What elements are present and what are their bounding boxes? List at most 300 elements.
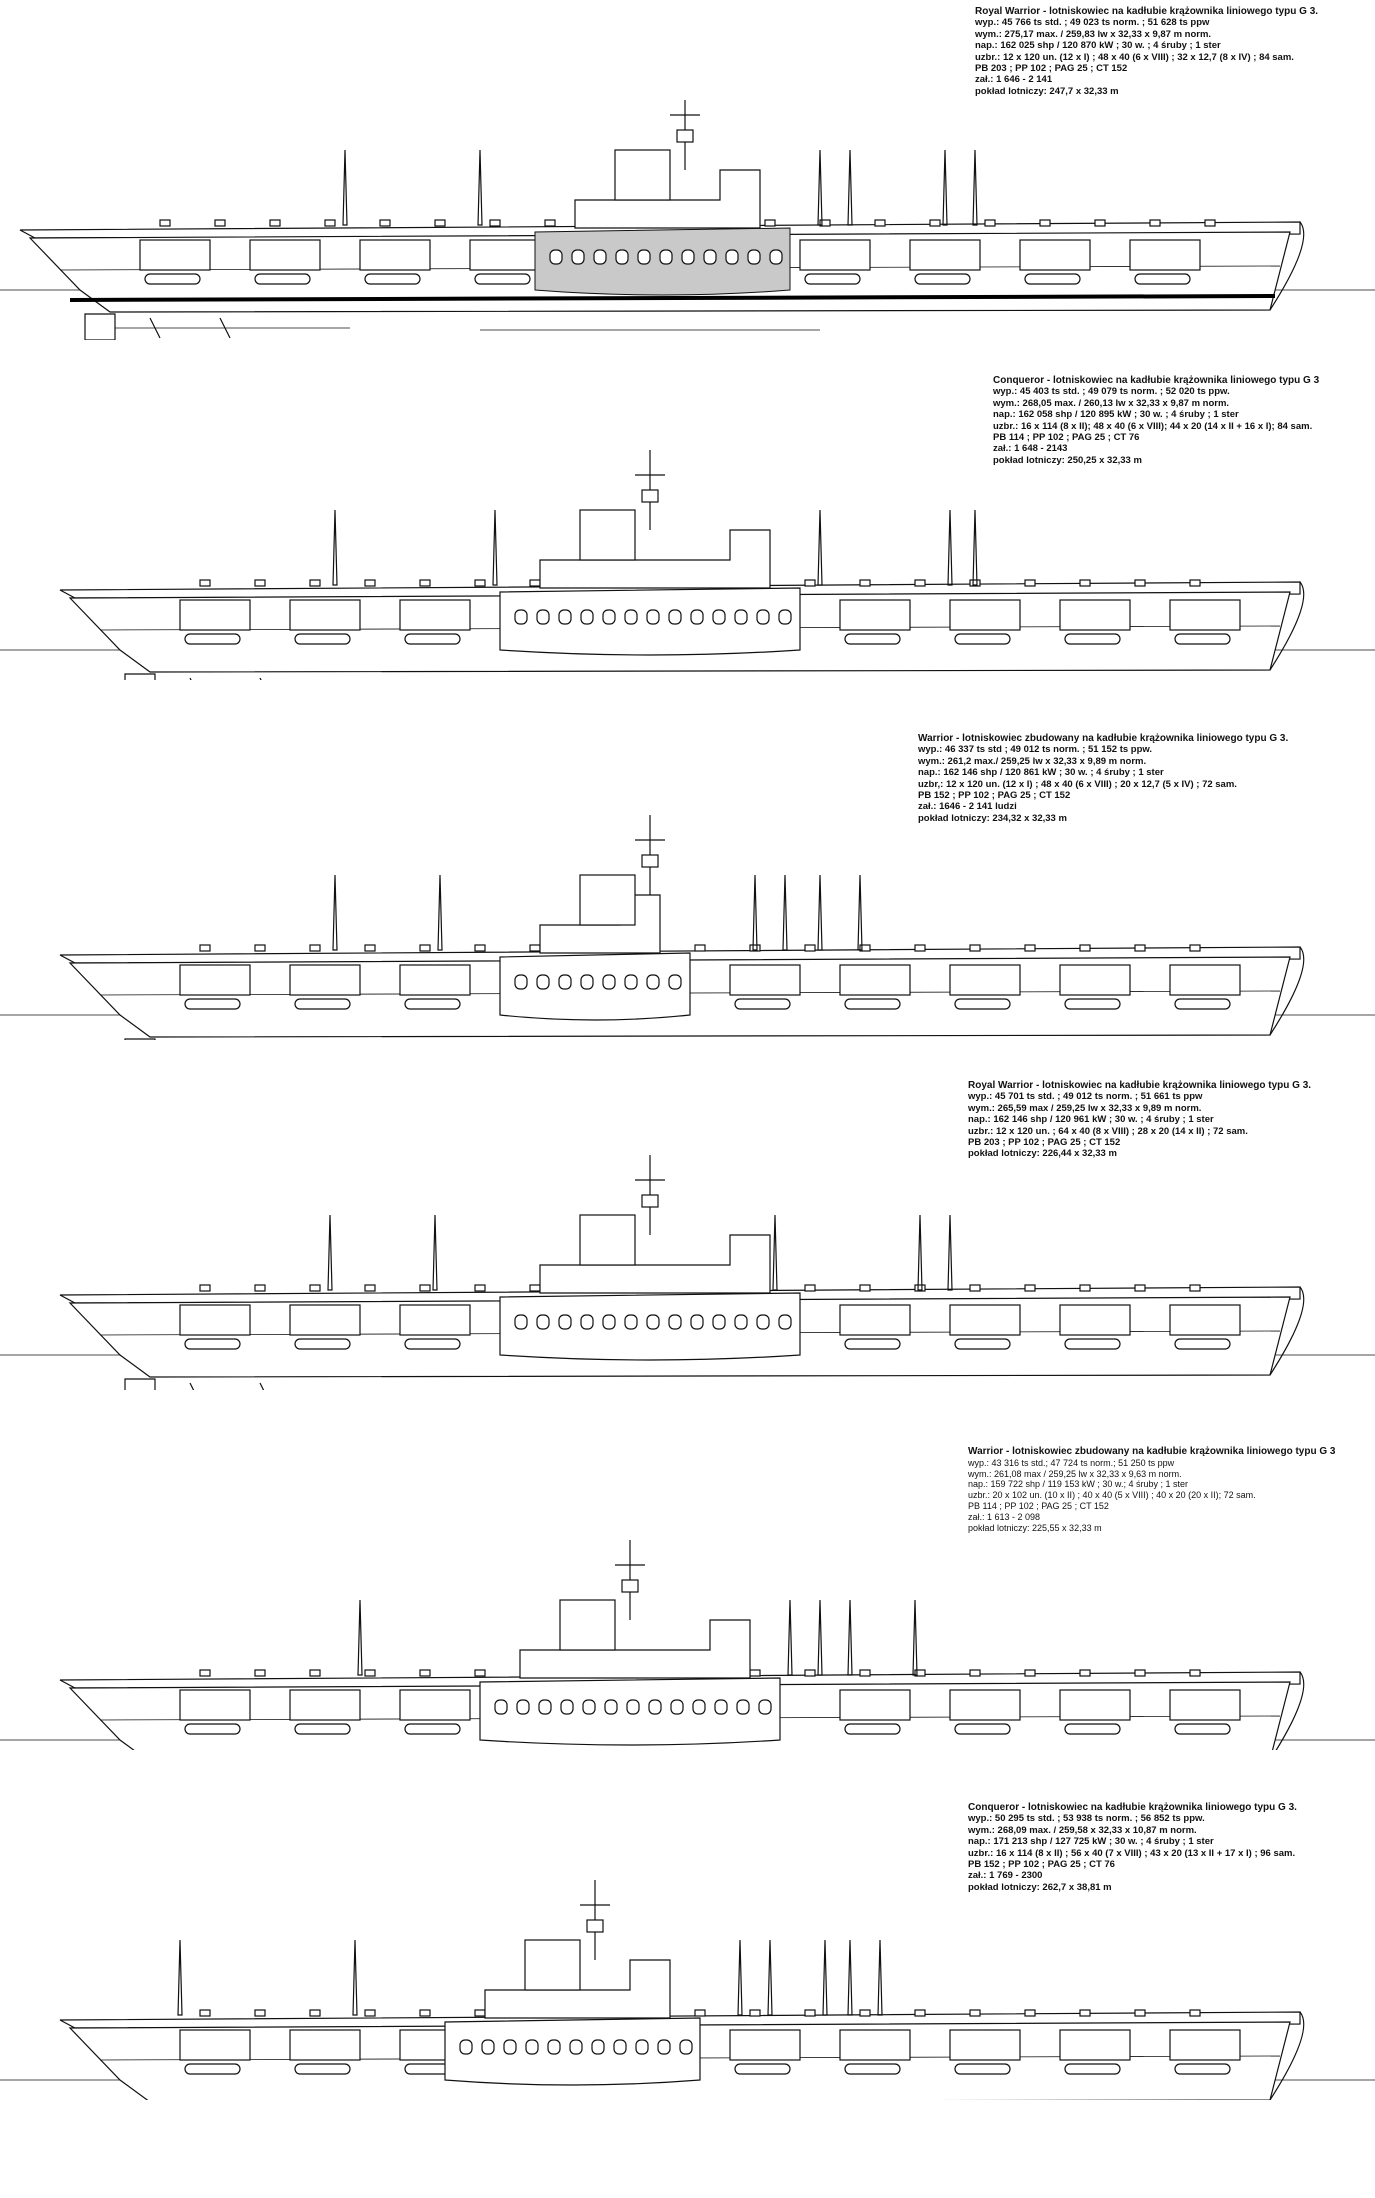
porthole xyxy=(561,1700,573,1714)
spec-line: uzbr.: 20 x 102 un. (10 x II) ; 40 x 40 (5 x VIII) ; 40 x 20 (20 x II); 72 sam. xyxy=(968,1490,1256,1501)
sponson xyxy=(950,965,1020,995)
sponson xyxy=(1170,965,1240,995)
radio-mast xyxy=(768,1940,772,2015)
porthole xyxy=(495,1700,507,1714)
gun-mount xyxy=(160,220,170,226)
porthole xyxy=(537,975,549,989)
porthole xyxy=(625,1315,637,1329)
spec-line: pokład lotniczy: 226,44 x 32,33 m xyxy=(968,1148,1117,1160)
boat xyxy=(1175,634,1230,644)
gun-mount xyxy=(695,2010,705,2016)
boat xyxy=(1065,999,1120,1009)
porthole xyxy=(515,610,527,624)
radio-mast xyxy=(848,1600,852,1675)
radio-mast xyxy=(948,1215,952,1290)
boat xyxy=(1065,1339,1120,1349)
porthole xyxy=(594,250,606,264)
spec-line: wyp.: 45 403 ts std. ; 49 079 ts norm. ; 52 020 ts ppw. xyxy=(993,386,1230,398)
spec-title: Royal Warrior - lotniskowiec na kadłubie krążownika liniowego typu G 3. xyxy=(975,6,1319,17)
funnel xyxy=(615,150,670,200)
porthole xyxy=(603,975,615,989)
boat xyxy=(185,1339,240,1349)
spec-line: zał.: 1 648 - 2143 xyxy=(993,443,1068,455)
porthole xyxy=(550,250,562,264)
gun-mount xyxy=(1150,220,1160,226)
gun-mount xyxy=(970,945,980,951)
director xyxy=(642,1195,658,1207)
gun-mount xyxy=(695,945,705,951)
porthole xyxy=(649,1700,661,1714)
sponson xyxy=(290,965,360,995)
gun-mount xyxy=(860,1670,870,1676)
gun-mount xyxy=(200,1670,210,1676)
radio-mast xyxy=(328,1215,332,1290)
sponson xyxy=(800,240,870,270)
porthole xyxy=(603,610,615,624)
porthole xyxy=(693,1700,705,1714)
boat xyxy=(845,2064,900,2074)
ship-profile-svg xyxy=(0,440,1375,680)
sponson xyxy=(290,1690,360,1720)
boat xyxy=(475,274,530,284)
director xyxy=(642,490,658,502)
porthole xyxy=(616,250,628,264)
ship-profile-svg xyxy=(0,100,1375,340)
gun-mount xyxy=(1190,1670,1200,1676)
porthole xyxy=(748,250,760,264)
boat xyxy=(185,1724,240,1734)
radio-mast xyxy=(343,150,347,225)
gun-mount xyxy=(365,1670,375,1676)
boat xyxy=(955,1724,1010,1734)
gun-mount xyxy=(420,2010,430,2016)
gun-mount xyxy=(1205,220,1215,226)
spec-line: pokład lotniczy: 225,55 x 32,33 m xyxy=(968,1522,1102,1533)
sponson xyxy=(840,1305,910,1335)
porthole xyxy=(614,2040,626,2054)
radio-mast xyxy=(848,150,852,225)
gun-mount xyxy=(380,220,390,226)
spec-line: PB 152 ; PP 102 ; PAG 25 ; CT 152 xyxy=(918,790,1071,802)
gun-mount xyxy=(1190,945,1200,951)
porthole xyxy=(592,2040,604,2054)
spec-line: wyp.: 50 295 ts std. ; 53 938 ts norm. ; 56 852 ts ppw. xyxy=(968,1813,1205,1825)
porthole xyxy=(779,610,791,624)
sponson xyxy=(1060,600,1130,630)
gun-mount xyxy=(255,945,265,951)
boat xyxy=(735,2064,790,2074)
rudder xyxy=(125,1379,155,1390)
gun-mount xyxy=(970,1285,980,1291)
island-lower xyxy=(500,953,690,1020)
sponson xyxy=(400,1305,470,1335)
boat xyxy=(255,274,310,284)
gun-mount xyxy=(915,580,925,586)
gun-mount xyxy=(805,1285,815,1291)
gun-mount xyxy=(310,1670,320,1676)
gun-mount xyxy=(1025,580,1035,586)
propellers xyxy=(190,1383,270,1390)
spec-line: zał.: 1 613 - 2 098 xyxy=(968,1511,1041,1522)
spec-line: wym.: 268,09 max. / 259,58 x 32,33 x 10,87 m norm. xyxy=(968,1824,1197,1836)
sponson xyxy=(1170,600,1240,630)
gun-mount xyxy=(805,580,815,586)
gun-mount xyxy=(805,2010,815,2016)
sponson xyxy=(400,1690,470,1720)
spec-line: uzbr.: 16 x 114 (8 x II); 48 x 40 (6 x VIII); 44 x 20 (14 x II + 16 x I); 84 sam. xyxy=(993,420,1313,432)
gun-mount xyxy=(1080,1670,1090,1676)
spec-title: Conqueror - lotniskowiec na kadłubie krążownika liniowego typu G 3. xyxy=(968,1802,1297,1813)
spec-line: wym.: 261,08 max / 259,25 lw x 32,33 x 9,63 m norm. xyxy=(968,1468,1182,1479)
radio-mast xyxy=(493,510,497,585)
sponson xyxy=(180,1305,250,1335)
boat xyxy=(295,999,350,1009)
sponson xyxy=(1170,1305,1240,1335)
porthole xyxy=(548,2040,560,2054)
radio-mast xyxy=(818,1600,822,1675)
sponson xyxy=(140,240,210,270)
sponson xyxy=(360,240,430,270)
gun-mount xyxy=(435,220,445,226)
radio-mast xyxy=(848,1940,852,2015)
funnel xyxy=(580,510,635,560)
porthole xyxy=(726,250,738,264)
porthole xyxy=(559,975,571,989)
gun-mount xyxy=(200,945,210,951)
boat xyxy=(1175,1339,1230,1349)
spec-line: nap.: 159 722 shp / 119 153 kW ; 30 w.; 4 śruby ; 1 ster xyxy=(968,1479,1188,1490)
porthole xyxy=(482,2040,494,2054)
sponson xyxy=(730,965,800,995)
porthole xyxy=(757,610,769,624)
spec-line: uzbr,: 12 x 120 un. (12 x I) ; 48 x 40 (6 x VIII) ; 20 x 12,7 (5 x IV) ; 72 sam. xyxy=(918,778,1237,790)
radio-mast xyxy=(943,150,947,225)
porthole xyxy=(636,2040,648,2054)
spec-line: uzbr.: 12 x 120 un. ; 64 x 40 (8 x VIII) ; 28 x 20 (14 x II) ; 72 sam. xyxy=(968,1125,1248,1137)
gun-mount xyxy=(985,220,995,226)
gun-mount xyxy=(1135,1670,1145,1676)
boat xyxy=(955,999,1010,1009)
radio-mast xyxy=(973,510,977,585)
ship-profile-svg xyxy=(0,1510,1375,1750)
gun-mount xyxy=(475,2010,485,2016)
porthole xyxy=(581,975,593,989)
gun-mount xyxy=(1135,1285,1145,1291)
porthole xyxy=(735,1315,747,1329)
porthole xyxy=(581,1315,593,1329)
spec-line: uzbr.: 12 x 120 un. (12 x I) ; 48 x 40 (6 x VIII) ; 32 x 12,7 (8 x IV) ; 84 sam. xyxy=(975,51,1294,63)
gun-mount xyxy=(365,1285,375,1291)
radio-mast xyxy=(818,510,822,585)
spec-block-4 xyxy=(968,1080,1311,1160)
gun-mount xyxy=(860,2010,870,2016)
boat xyxy=(1065,1724,1120,1734)
sponson xyxy=(1060,965,1130,995)
spec-line: wym.: 261,2 max./ 259,25 lw x 32,33 x 9,89 m norm. xyxy=(918,755,1147,767)
porthole xyxy=(691,610,703,624)
gun-mount xyxy=(1190,580,1200,586)
ship-profile-svg xyxy=(0,800,1375,1040)
gun-mount xyxy=(1135,2010,1145,2016)
spec-title: Conqueror - lotniskowiec na kadłubie krążownika liniowego typu G 3 xyxy=(993,375,1320,386)
boat xyxy=(145,274,200,284)
sponson xyxy=(180,2030,250,2060)
gun-mount xyxy=(1080,580,1090,586)
porthole xyxy=(669,1315,681,1329)
gun-mount xyxy=(805,1670,815,1676)
radio-mast xyxy=(353,1940,357,2015)
sponson xyxy=(290,1305,360,1335)
gun-mount xyxy=(420,580,430,586)
porthole xyxy=(704,250,716,264)
spec-title: Royal Warrior - lotniskowiec na kadłubie krążownika liniowego typu G 3. xyxy=(968,1080,1312,1091)
boat xyxy=(295,1339,350,1349)
spec-line: pokład lotniczy: 262,7 x 38,81 m xyxy=(968,1881,1112,1893)
boat xyxy=(295,1724,350,1734)
spec-line: PB 152 ; PP 102 ; PAG 25 ; CT 76 xyxy=(968,1859,1115,1871)
ship-profile-svg xyxy=(0,1150,1375,1390)
radio-mast xyxy=(783,875,787,950)
boat xyxy=(405,999,460,1009)
sponson xyxy=(840,965,910,995)
gun-mount xyxy=(1025,1670,1035,1676)
radio-mast xyxy=(858,875,862,950)
boat xyxy=(1175,1724,1230,1734)
ship-drawing-warrior-2 xyxy=(0,1510,1375,1750)
director xyxy=(677,130,693,142)
sponson xyxy=(1060,2030,1130,2060)
spec-line: wyp.: 43 316 ts std.; 47 724 ts norm.; 51 250 ts ppw xyxy=(968,1457,1175,1468)
boat xyxy=(1135,274,1190,284)
porthole xyxy=(669,610,681,624)
boat xyxy=(845,999,900,1009)
gun-mount xyxy=(475,945,485,951)
gun-mount xyxy=(200,580,210,586)
radio-mast xyxy=(178,1940,182,2015)
rudder xyxy=(125,674,155,680)
porthole xyxy=(713,1315,725,1329)
gun-mount xyxy=(420,945,430,951)
porthole xyxy=(570,2040,582,2054)
sponson xyxy=(950,1690,1020,1720)
porthole xyxy=(647,1315,659,1329)
radio-mast xyxy=(913,1600,917,1675)
gun-mount xyxy=(970,2010,980,2016)
porthole xyxy=(680,2040,692,2054)
porthole xyxy=(682,250,694,264)
sponson xyxy=(840,600,910,630)
boat xyxy=(295,2064,350,2074)
gun-mount xyxy=(1080,1285,1090,1291)
director xyxy=(587,1920,603,1932)
gun-mount xyxy=(765,220,775,226)
spec-line: nap.: 171 213 shp / 127 725 kW ; 30 w. ; 4 śruby ; 1 ster xyxy=(968,1836,1214,1848)
porthole xyxy=(603,1315,615,1329)
director xyxy=(622,1580,638,1592)
gun-mount xyxy=(365,580,375,586)
boat xyxy=(955,634,1010,644)
gun-mount xyxy=(1025,945,1035,951)
spec-line: wyp.: 45 766 ts std. ; 49 023 ts norm. ; 51 628 ts ppw xyxy=(975,17,1210,29)
radio-mast xyxy=(823,1940,827,2015)
island-bridge xyxy=(540,530,770,588)
gun-mount xyxy=(875,220,885,226)
propellers xyxy=(190,678,270,680)
radio-mast xyxy=(438,875,442,950)
sponson xyxy=(950,600,1020,630)
gun-mount xyxy=(530,1285,540,1291)
boat xyxy=(405,634,460,644)
spec-line: pokład lotniczy: 247,7 x 32,33 m xyxy=(975,85,1119,97)
ship-drawing-royal-warrior-1 xyxy=(0,100,1375,340)
sponson xyxy=(1060,1305,1130,1335)
porthole xyxy=(504,2040,516,2054)
spec-line: PB 203 ; PP 102 ; PAG 25 ; CT 152 xyxy=(975,63,1128,75)
gun-mount xyxy=(1135,580,1145,586)
spec-line: wym.: 268,05 max. / 260,13 lw x 32,33 x 9,87 m norm. xyxy=(993,397,1230,409)
porthole xyxy=(759,1700,771,1714)
boat xyxy=(1025,274,1080,284)
spec-line: zał.: 1646 - 2 141 ludzi xyxy=(918,801,1017,813)
ship-drawing-warrior-1 xyxy=(0,800,1375,1040)
sponson xyxy=(180,1690,250,1720)
funnel xyxy=(580,875,635,925)
porthole xyxy=(526,2040,538,2054)
gun-mount xyxy=(545,220,555,226)
sponson xyxy=(180,965,250,995)
ship-drawing-royal-warrior-2 xyxy=(0,1150,1375,1390)
gun-mount xyxy=(490,220,500,226)
sponson xyxy=(290,600,360,630)
boat xyxy=(295,634,350,644)
boat xyxy=(845,634,900,644)
gun-mount xyxy=(1025,2010,1035,2016)
radio-mast xyxy=(948,510,952,585)
boat xyxy=(1065,634,1120,644)
spec-line: PB 114 ; PP 102 ; PAG 25 ; CT 152 xyxy=(968,1500,1109,1511)
gun-mount xyxy=(270,220,280,226)
radio-mast xyxy=(973,150,977,225)
boat xyxy=(845,1339,900,1349)
radio-mast xyxy=(878,1940,882,2015)
boat xyxy=(365,274,420,284)
radio-mast xyxy=(333,510,337,585)
porthole xyxy=(647,975,659,989)
radio-mast xyxy=(738,1940,742,2015)
gun-mount xyxy=(1190,1285,1200,1291)
gun-mount xyxy=(255,2010,265,2016)
gun-mount xyxy=(860,580,870,586)
sponson xyxy=(840,1690,910,1720)
boat xyxy=(405,1339,460,1349)
gun-mount xyxy=(930,220,940,226)
gun-mount xyxy=(255,1285,265,1291)
boat xyxy=(1175,2064,1230,2074)
radio-mast xyxy=(818,875,822,950)
radio-mast xyxy=(753,875,757,950)
porthole xyxy=(572,250,584,264)
gun-mount xyxy=(970,1670,980,1676)
porthole xyxy=(581,610,593,624)
sponson xyxy=(1130,240,1200,270)
spec-line: nap.: 162 058 shp / 120 895 kW ; 30 w. ; 4 śruby ; 1 ster xyxy=(993,409,1239,421)
rudder xyxy=(125,1039,155,1040)
porthole xyxy=(671,1700,683,1714)
gun-mount xyxy=(860,1285,870,1291)
boat xyxy=(1175,999,1230,1009)
spec-line: wyp.: 46 337 ts std ; 49 012 ts norm. ; 51 152 ts ppw. xyxy=(918,744,1153,756)
radio-mast xyxy=(788,1600,792,1675)
gun-mount xyxy=(365,2010,375,2016)
spec-line: pokład lotniczy: 250,25 x 32,33 m xyxy=(993,454,1142,466)
gun-mount xyxy=(200,2010,210,2016)
porthole xyxy=(715,1700,727,1714)
rudder xyxy=(85,314,115,340)
spec-line: PB 114 ; PP 102 ; PAG 25 ; CT 76 xyxy=(993,432,1140,444)
radio-mast xyxy=(433,1215,437,1290)
spec-line: nap.: 162 025 shp / 120 870 kW ; 30 w. ; 4 śruby ; 1 ster xyxy=(975,40,1221,52)
sponson xyxy=(400,965,470,995)
sponson xyxy=(950,2030,1020,2060)
boat xyxy=(185,634,240,644)
gun-mount xyxy=(530,580,540,586)
radio-mast xyxy=(818,150,822,225)
ship-profile-svg xyxy=(0,1860,1375,2100)
spec-title: Warrior - lotniskowiec zbudowany na kadłubie krążownika liniowego typu G 3 xyxy=(968,1446,1336,1457)
porthole xyxy=(625,610,637,624)
radio-mast xyxy=(918,1215,922,1290)
gun-mount xyxy=(420,1670,430,1676)
spec-title: Warrior - lotniskowiec zbudowany na kadłubie krążownika liniowego typu G 3. xyxy=(918,733,1289,744)
sponson xyxy=(180,600,250,630)
spec-line: pokład lotniczy: 234,32 x 32,33 m xyxy=(918,812,1067,824)
boat xyxy=(805,274,860,284)
gun-mount xyxy=(1190,2010,1200,2016)
gun-mount xyxy=(420,1285,430,1291)
porthole xyxy=(515,1315,527,1329)
porthole xyxy=(460,2040,472,2054)
porthole xyxy=(713,610,725,624)
spec-line: wym.: 265,59 max / 259,25 lw x 32,33 x 9,89 m norm. xyxy=(968,1102,1202,1114)
island-bridge xyxy=(540,1235,770,1293)
porthole xyxy=(559,1315,571,1329)
gun-mount xyxy=(475,1670,485,1676)
boat xyxy=(1065,2064,1120,2074)
sponson xyxy=(840,2030,910,2060)
sponson xyxy=(1060,1690,1130,1720)
boat xyxy=(185,2064,240,2074)
spec-line: zał.: 1 769 - 2300 xyxy=(968,1870,1043,1882)
gun-mount xyxy=(1040,220,1050,226)
gun-mount xyxy=(365,945,375,951)
gun-mount xyxy=(475,580,485,586)
radio-mast xyxy=(773,1215,777,1290)
funnel xyxy=(525,1940,580,1990)
gun-mount xyxy=(1025,1285,1035,1291)
porthole xyxy=(605,1700,617,1714)
sponson xyxy=(950,1305,1020,1335)
porthole xyxy=(770,250,782,264)
boat xyxy=(955,1339,1010,1349)
gun-mount xyxy=(1080,945,1090,951)
gun-mount xyxy=(475,1285,485,1291)
island-bridge xyxy=(520,1620,750,1678)
radio-mast xyxy=(333,875,337,950)
director xyxy=(642,855,658,867)
porthole xyxy=(537,1315,549,1329)
porthole xyxy=(647,610,659,624)
porthole xyxy=(669,975,681,989)
